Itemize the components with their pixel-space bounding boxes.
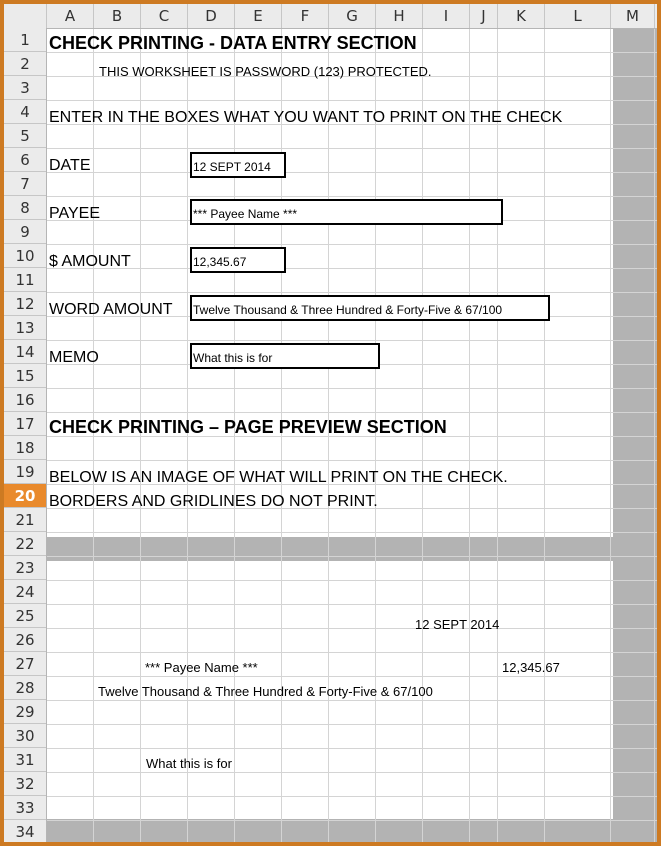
word-amount-input[interactable]: Twelve Thousand & Three Hundred & Forty-Five & 67/100 (190, 295, 550, 321)
label-memo: MEMO (49, 349, 99, 366)
sheet-grid[interactable] (47, 29, 657, 842)
row-header-2[interactable]: 2 (4, 52, 46, 76)
section-title-data-entry: CHECK PRINTING - DATA ENTRY SECTION (49, 33, 417, 53)
row-header-22[interactable]: 22 (4, 532, 46, 556)
row-header-23[interactable]: 23 (4, 556, 46, 580)
gridline-horizontal (47, 772, 657, 773)
column-header-c[interactable]: C (141, 4, 188, 28)
instruction-text: ENTER IN THE BOXES WHAT YOU WANT TO PRINT ON THE CHECK (49, 109, 563, 126)
gridline-horizontal (47, 532, 657, 533)
password-note: THIS WORKSHEET IS PASSWORD (123) PROTECTED. (99, 64, 432, 79)
preview-note-1: BELOW IS AN IMAGE OF WHAT WILL PRINT ON THE CHECK. (49, 469, 508, 486)
preview-word-amount: Twelve Thousand & Three Hundred & Forty-Five & 67/100 (98, 684, 433, 699)
row-header-26[interactable]: 26 (4, 628, 46, 652)
row-header-4[interactable]: 4 (4, 100, 46, 124)
row-header-8[interactable]: 8 (4, 196, 46, 220)
column-header-g[interactable]: G (329, 4, 376, 28)
payee-input[interactable]: *** Payee Name *** (190, 199, 503, 225)
row-header-bar (4, 28, 47, 842)
label-word-amount: WORD AMOUNT (49, 301, 173, 318)
gridline-horizontal (47, 604, 657, 605)
column-header-e[interactable]: E (235, 4, 282, 28)
memo-input[interactable]: What this is for (190, 343, 380, 369)
spreadsheet-window (4, 4, 657, 842)
row-header-19[interactable]: 19 (4, 460, 46, 484)
row-header-10[interactable]: 10 (4, 244, 46, 268)
preview-memo: What this is for (146, 756, 232, 771)
row-header-32[interactable]: 32 (4, 772, 46, 796)
gridline-horizontal (47, 460, 657, 461)
gridline-horizontal (47, 388, 657, 389)
preview-date: 12 SEPT 2014 (415, 617, 500, 632)
column-header-b[interactable]: B (94, 4, 141, 28)
gridline-horizontal (47, 748, 657, 749)
column-header-f[interactable]: F (282, 4, 329, 28)
column-header-h[interactable]: H (376, 4, 423, 28)
gridline-horizontal (47, 628, 657, 629)
gridline-horizontal (47, 724, 657, 725)
row-header-6[interactable]: 6 (4, 148, 46, 172)
row-header-20[interactable]: 20 (4, 484, 46, 508)
row-header-31[interactable]: 31 (4, 748, 46, 772)
row-header-13[interactable]: 13 (4, 316, 46, 340)
label-payee: PAYEE (49, 205, 100, 222)
row-header-7[interactable]: 7 (4, 172, 46, 196)
row-header-5[interactable]: 5 (4, 124, 46, 148)
row-header-3[interactable]: 3 (4, 76, 46, 100)
column-header-bar (4, 4, 657, 29)
gridline-horizontal (47, 340, 657, 341)
column-header-l[interactable]: L (545, 4, 611, 28)
label-date: DATE (49, 157, 91, 174)
gridline-horizontal (47, 412, 657, 413)
row-header-18[interactable]: 18 (4, 436, 46, 460)
gridline-horizontal (47, 268, 657, 269)
column-header-j[interactable]: J (470, 4, 498, 28)
column-header-d[interactable]: D (188, 4, 235, 28)
label-amount: $ AMOUNT (49, 253, 131, 270)
select-all-corner[interactable] (4, 4, 47, 28)
gridline-horizontal (47, 244, 657, 245)
column-header-i[interactable]: I (423, 4, 470, 28)
row-header-30[interactable]: 30 (4, 724, 46, 748)
column-header-a[interactable]: A (47, 4, 94, 28)
gridline-horizontal (47, 796, 657, 797)
row-header-1[interactable]: 1 (4, 28, 46, 52)
gridline-horizontal (47, 580, 657, 581)
row-header-33[interactable]: 33 (4, 796, 46, 820)
row-header-28[interactable]: 28 (4, 676, 46, 700)
gridline-horizontal (47, 652, 657, 653)
row-header-11[interactable]: 11 (4, 268, 46, 292)
gridline-horizontal (47, 100, 657, 101)
gridline-horizontal (47, 292, 657, 293)
nonprint-area-row-34 (47, 819, 657, 842)
row-header-25[interactable]: 25 (4, 604, 46, 628)
gridline-horizontal (47, 700, 657, 701)
row-header-9[interactable]: 9 (4, 220, 46, 244)
preview-amount: 12,345.67 (502, 660, 560, 675)
row-header-17[interactable]: 17 (4, 412, 46, 436)
gridline-horizontal (47, 820, 657, 821)
row-header-15[interactable]: 15 (4, 364, 46, 388)
gridline-horizontal (47, 148, 657, 149)
gridline-horizontal (47, 556, 657, 557)
column-header-m[interactable]: M (611, 4, 655, 28)
nonprint-area-row-22 (47, 537, 657, 561)
preview-payee: *** Payee Name *** (145, 660, 258, 675)
gridline-horizontal (47, 196, 657, 197)
preview-note-2: BORDERS AND GRIDLINES DO NOT PRINT. (49, 493, 378, 510)
row-header-34[interactable]: 34 (4, 820, 46, 842)
amount-input[interactable]: 12,345.67 (190, 247, 286, 273)
row-header-16[interactable]: 16 (4, 388, 46, 412)
row-header-24[interactable]: 24 (4, 580, 46, 604)
row-header-12[interactable]: 12 (4, 292, 46, 316)
section-title-page-preview: CHECK PRINTING – PAGE PREVIEW SECTION (49, 417, 447, 437)
column-header-k[interactable]: K (498, 4, 545, 28)
row-header-21[interactable]: 21 (4, 508, 46, 532)
date-input[interactable]: 12 SEPT 2014 (190, 152, 286, 178)
row-header-27[interactable]: 27 (4, 652, 46, 676)
gridline-horizontal (47, 676, 657, 677)
row-header-14[interactable]: 14 (4, 340, 46, 364)
row-header-29[interactable]: 29 (4, 700, 46, 724)
gridline-horizontal (47, 172, 657, 173)
